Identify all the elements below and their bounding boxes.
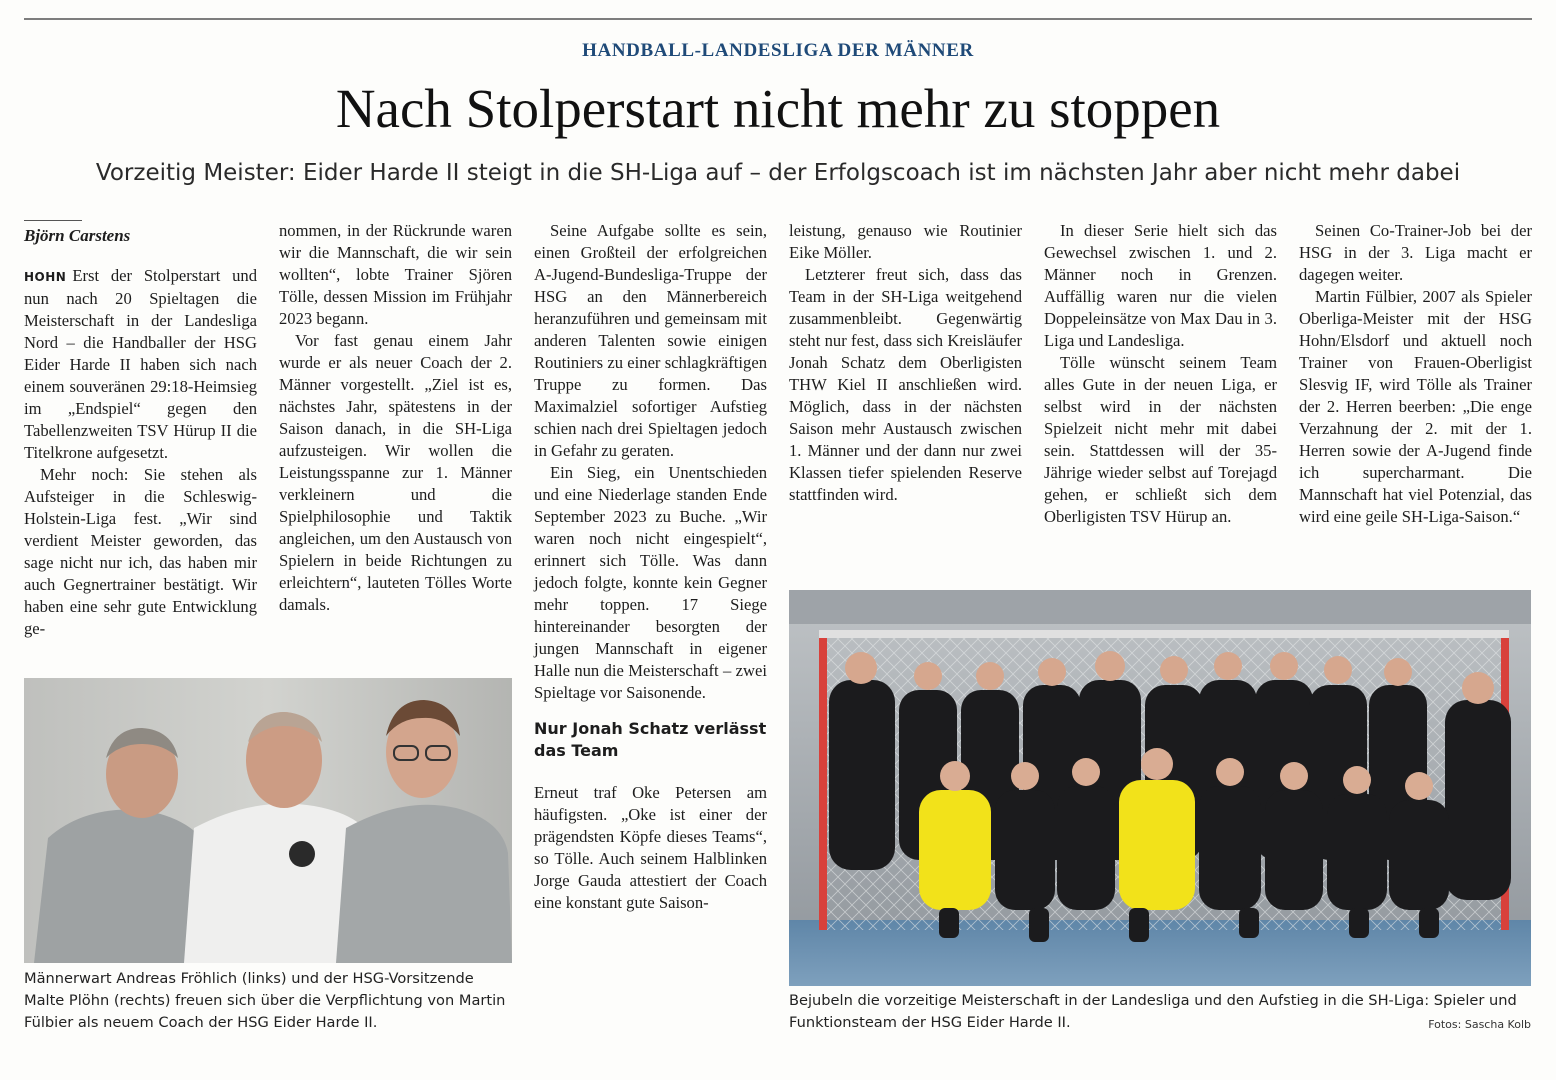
top-rule [24, 18, 1532, 20]
paragraph: HOHN Erst der Stolperstart und nun nach 20 Spieltagen die Meisterschaft in der Landesliga Nord – die Handballer der HSG Eider Harde II haben sich nach einem souveränen 29:18-Heimsieg im „Endspiel“ gegen den Tabellenzweiten TSV Hürup II die Titelkrone aufgesetzt. [24, 266, 257, 462]
photo-officials-caption: Männerwart Andreas Fröhlich (links) und der HSG-Vorsitzende Malte Plöhn (rechts) freuen sich über die Verpflichtung von Martin Fülbier als neuem Coach der HSG Eider Harde II. [24, 970, 506, 1031]
photo-team [789, 590, 1531, 986]
dateline: HOHN [24, 270, 67, 284]
subheadline: Vorzeitig Meister: Eider Harde II steigt in die SH-Liga auf – der Erfolgscoach ist im nächsten Jahr aber nicht mehr dabei [95, 160, 1461, 186]
paragraph: Mehr noch: Sie stehen als Aufsteiger in die Schleswig-Holstein-Liga fest. „Wir sind verdient Meister geworden, das sage nicht nur ich, das haben mir auch Gegnertrainer bestätigt. Wir haben eine sehr gute Entwicklung ge- [24, 465, 257, 638]
paragraph: Martin Fülbier, 2007 als Spieler Oberliga-Meister mit der HSG Hohn/Elsdorf und aktuell noch Trainer von Frauen-Oberligist Slesvig IF, wird Tölle als Trainer der 2. Herren beerben: „Die enge Verzahnung der 2. mit der 1. Herren sowie der A-Jugend finde ich supercharmant. Die Mannschaft hat viel Potenzial, das wird eine geile SH-Liga-Saison.“ [1299, 287, 1532, 526]
headline: Nach Stolperstart nicht mehr zu stoppen [335, 78, 1221, 139]
column-4 [789, 220, 1022, 506]
column-2 [279, 220, 512, 616]
column-5 [1044, 220, 1277, 528]
paragraph: Seine Aufgabe sollte es sein, einen Großteil der erfolgreichen A-Jugend-Bundesliga-Truppe der HSG an den Männerbereich heranzuführen und gemeinsam mit anderen Talenten sowie einigen Routiniers zu einer schlagkräftigen Truppe zu formen. Das Maximalziel sofortiger Aufstieg schien nach drei Spieltagen jedoch in Gefahr zu geraten. [534, 221, 767, 460]
photo-officials [24, 678, 512, 963]
paragraph: Erneut traf Oke Petersen am häufigsten. „Oke ist einer der prägendsten Köpfe dieses Teams“, so Tölle. Auch seinem Halblinken Jorge Gauda attestiert der Coach eine konstant gute Saison- [534, 783, 767, 912]
intertitle: Nur Jonah Schatz verlässt das Team [534, 719, 767, 760]
photo-officials-image [24, 678, 512, 963]
photo-team-caption: Bejubeln die vorzeitige Meisterschaft in der Landesliga und den Aufstieg in die SH-Liga: Spieler und Funktionsteam der HSG Eider Harde II. [789, 992, 1517, 1031]
author-rule [24, 220, 82, 221]
paragraph: Seinen Co-Trainer-Job bei der HSG in der 3. Liga macht er dagegen weiter. [1299, 221, 1532, 284]
paragraph: Ein Sieg, ein Unentschieden und eine Niederlage standen Ende September 2023 zu Buche. „Wir waren noch nicht eingespielt“, erinnert sich Tölle. Was dann jedoch folgte, konnte kein Gegner mehr toppen. 17 Siege hintereinander besorgten der jungen Mannschaft in eigener Halle nun die Meisterschaft – zwei Spieltage vor Saisonende. [534, 463, 767, 702]
photo-team-image [789, 590, 1531, 986]
paragraph: In dieser Serie hielt sich das Gewechsel zwischen 1. und 2. Männer noch in Grenzen. Auffällig waren nur die vielen Doppeleinsätze von Max Dau in 3. Liga und Landesliga. [1044, 221, 1277, 350]
kicker: HANDBALL-LANDESLIGA DER MÄNNER [582, 40, 974, 61]
paragraph: Vor fast genau einem Jahr wurde er als neuer Coach der 2. Männer vorgestellt. „Ziel ist es, nächstes Jahr, spätestens in der Saison danach, in die SH-Liga aufzusteigen. Wir wollen die Leistungsspanne zur 1. Männer verkleinern und die Spielphilosophie und Taktik angleichen, um den Austausch von Spielern in beide Richtungen zu erleichtern“, lauteten Tölles Worte damals. [279, 331, 512, 614]
paragraph: Letzterer freut sich, dass das Team in der SH-Liga weitgehend zusammenbleibt. Gegenwärtig steht nur fest, dass sich Kreisläufer Jonah Schatz dem Oberligisten THW Kiel II anschließen wird. Möglich, dass in der nächsten Saison mehr Austausch zwischen 1. Männer und der dann nur zwei Klassen tiefer spielenden Reserve stattfinden wird. [789, 265, 1022, 504]
photo-credit: Fotos: Sascha Kolb [1428, 1018, 1531, 1031]
author: Björn Carstens [24, 226, 131, 245]
column-1 [24, 220, 257, 640]
column-6 [1299, 220, 1532, 528]
paragraph: leistung, genauso wie Routinier Eike Möller. [789, 221, 1022, 262]
paragraph: Tölle wünscht seinem Team alles Gute in der neuen Liga, er selbst wird in der nächsten Spielzeit nicht mehr mit dabei sein. Stattdessen will der 35-Jährige wieder selbst auf Torejagd gehen, er schließt sich dem Oberligisten TSV Hürup an. [1044, 353, 1277, 526]
column-3 [534, 220, 767, 914]
paragraph: nommen, in der Rückrunde waren wir die Mannschaft, die wir sein wollten“, lobte Trainer Sjören Tölle, dessen Mission im Frühjahr 2023 begann. [279, 221, 512, 328]
